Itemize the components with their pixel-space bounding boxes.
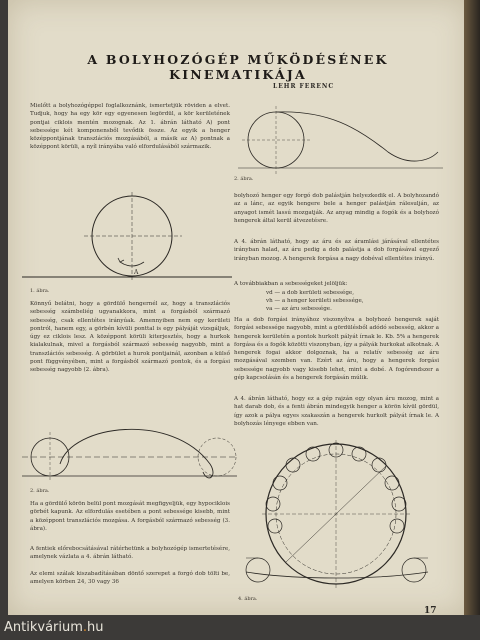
paragraph-right-5: A 4. ábrán látható, hogy ez a gép rajzán egy olyan áru mozog, mint a hat darab dob, és a fenti ábrán mindegyik henger a körön kívül gördül, így azok a pálya egyes szakaszán a hengerek hurkolt pályát írnak le. A bolyhozás lényege ebben van.: [234, 396, 439, 427]
paragraph-right-4: Ha a dob forgási irányához viszonyítva a bolyhozó hengerek saját forgási sebessége nagyobb, mint a gördülésből adódó sebesség, akkor a hengerek kerületén a pontok hurkolt pályát írnak le. Kb. 5% a hengerek forgása és a fogók közötti viszonyban, így a pályák hurkokat alkotnak. A hengerek fogai akkor dolgoznak, ha a relatív sebesség az áru mozgásával szemben van. Ezért az áru, hogy a hengerek forgási sebessége nagyobb vagy kisebb lehet, mint a dobé. A fogórendszer a gép kapcsolásán és a hengerek forgásán múlik.: [234, 317, 439, 382]
equation-3: va — az áru sebessége.: [266, 306, 332, 312]
point-a-label: A: [134, 269, 139, 276]
watermark-tld: hu: [87, 620, 104, 635]
paragraph-hypocycloid: Ha a gördülő körön belül pont mozgását megfigyeljük, egy hypociklois görbét kapunk. Az elfordulás esetében a pont sebessége kisebb, mint a középpont transzlációs mozgása. A forgásból származó sebesség (3. ábra).: [30, 501, 230, 532]
book-page: [8, 0, 468, 615]
paragraph-trochoid: Könnyű belátni, hogy a gördülő hengernél az, hogy a transzlációs sebesség számbeliég ugyanakkora, mint a forgásból származó sebesség, csak ellentétes irányúak. Amennyiben nem egy kerületi pontról, hanem egy, a görbén kívüli ponttal is egy pályáját vizsgáljuk, úgy ez ciklois lesz. A középpont körüli kiterjesztés, hogy a hurkok kialakulnak, mivel a forgásból származó sebesség nagyobb, mint a transzlációs sebesség. A görbület a hurok pontjainál, azonban a külső pont függvényében, mint a forgásból származó pontok, és a forgási sebesség nagyobb (2. ábra).: [30, 301, 230, 374]
figure-2-diagram: [22, 424, 242, 486]
figure-4-caption: 4. ábra.: [238, 596, 258, 602]
figure-top-right-diagram: [228, 100, 448, 180]
equation-2: vh — a henger kerületi sebessége,: [266, 298, 364, 304]
paragraph-right-3: A továbbiakban a sebességeket jelöljük:: [234, 281, 348, 287]
paragraph-right-2: A 4. ábrán látható, hogy az áru és az áramlási járásával ellentétes irányban halad, az áru pedig a dob palástja a dob forgásával egyező irányban mozog. A hengerek forgása a nagy dobéval ellentétes irányú.: [234, 239, 439, 262]
figure-2-caption: 2. ábra.: [30, 488, 50, 494]
book-spine: [464, 0, 480, 640]
article-title: A BOLYHOZÓGÉP MŰKÖDÉSÉNEK KINEMATIKÁJA: [87, 52, 389, 82]
page-number: 17: [424, 606, 437, 615]
paragraph-right-1: bolyhozó henger egy forgó dob palástján helyezkedik el. A bolyhozandó az a lánc, az egyik hengere bele a henger palástján rálesulján, az anyagot ismét lassú mozgatják. Az anyag mindig a fogók és a bolyhozó hengerek által kerül átvezetésre.: [234, 193, 439, 224]
figure-1-caption: 1. ábra.: [30, 288, 50, 294]
figure-top-right-caption: 2. ábra.: [234, 176, 254, 182]
figure-4-diagram: [236, 432, 436, 607]
article-author: LEHR FERENC: [273, 83, 335, 90]
watermark-footer: [0, 615, 480, 640]
equation-1: vd — a dob kerületi sebessége,: [266, 290, 354, 296]
paragraph-drum: Az elemi szálak kiszabadításában döntő szerepet a forgó dob tölti be, amelyen körben 24, 30 vagy 36: [30, 571, 230, 586]
paragraph-machine-intro: A fentiek előrebocsátásával rátérhetünk a bolyhozógép ismertetésére, amelynek vázlata a 4. ábrán látható.: [30, 546, 230, 561]
figure-1-diagram: [22, 192, 242, 292]
paragraph-intro: Mielőtt a bolyhozógéppel foglalkoznánk, ismertetjük röviden a elvet. Tudjuk, hogy ha egy kör egy egyenesen legördül, a kör kerületének pontjai ciklois mentén mozognak. Az 1. ábrán látható A) pont sebessége két komponensből tevődik össze. Az egyik a henger középpontjának transzlációs mozgásából, a másik az A) pontnak a középpont körüli, a nyíl irányába való elfordulásából származik.: [30, 103, 230, 151]
watermark-brand: Antikvárium: [4, 620, 83, 635]
watermark-dot: .: [82, 620, 88, 635]
